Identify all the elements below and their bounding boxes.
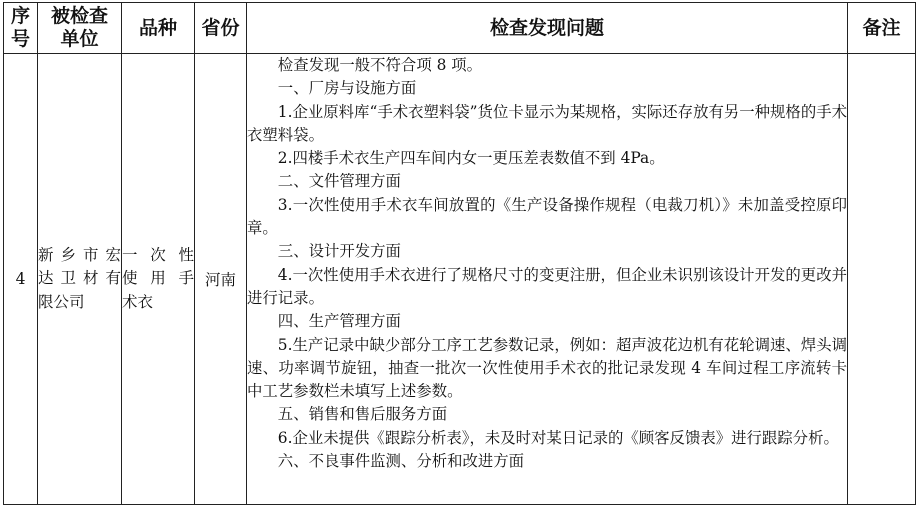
header-remarks: 备注 [848,3,916,54]
table-row [4,54,916,505]
finding-section-1: 一、厂房与设施方面 [277,79,417,98]
finding-section-2: 二、文件管理方面 [277,172,401,191]
finding-section-5: 五、销售和售后服务方面 [277,405,448,424]
header-findings: 检查发现问题 [247,3,848,54]
finding-item-2: 2.四楼手术衣生产四车间内女一更压差表数值不到 4Pa。 [277,149,665,168]
cell-findings [247,54,848,505]
finding-section-6: 六、不良事件监测、分析和改进方面 [277,452,525,471]
cell-no: 4 [4,54,38,505]
header-no [4,3,38,54]
finding-item-5: 5.生产记录中缺少部分工序工艺参数记录，例如：超声波花边机有花轮调速、焊头调速、功率调节旋钮，抽查一批次一次性使用手术衣的批记录发现 4 车间过程工序流转卡中工艺参数栏未填写上述参数。 [247,335,847,401]
inspection-table [3,2,916,505]
cell-province: 河南 [195,54,247,505]
cell-remarks [848,54,916,505]
variety-line-3: 术衣 [122,292,154,311]
finding-item-4: 4.一次性使用手术衣进行了规格尺寸的变更注册，但企业未识别该设计开发的更改并进行记录。 [247,265,847,307]
variety-line-2: 使用手 [122,269,194,288]
finding-item-6: 6.企业未提供《跟踪分析表》，未及时对某日记录的《顾客反馈表》进行跟踪分析。 [277,428,839,447]
finding-item-3: 3.一次性使用手术衣车间放置的《生产设备操作规程（电裁刀机）》未加盖受控原印章。 [247,195,847,238]
unit-line-3: 限公司 [38,292,85,311]
cell-unit [38,54,122,505]
header-unit [38,3,122,54]
finding-section-4: 四、生产管理方面 [277,312,401,331]
finding-item-1: 1.企业原料库“手术衣塑料袋”货位卡显示为某规格，实际还存放有另一种规格的手术衣塑料袋。 [247,102,847,144]
header-no-text: 序号 [10,5,30,50]
header-row [4,3,916,54]
finding-section-3: 三、设计开发方面 [277,242,401,261]
header-province: 省份 [195,3,247,54]
unit-line-1: 新乡市宏 [38,245,121,264]
cell-variety [122,54,195,505]
header-unit-text: 被检查单位 [50,5,108,50]
unit-line-2: 达卫材有 [38,269,121,288]
finding-summary: 检查发现一般不符合项 8 项。 [277,56,483,74]
variety-line-1: 一次性 [122,245,194,264]
header-variety: 品种 [122,3,195,54]
